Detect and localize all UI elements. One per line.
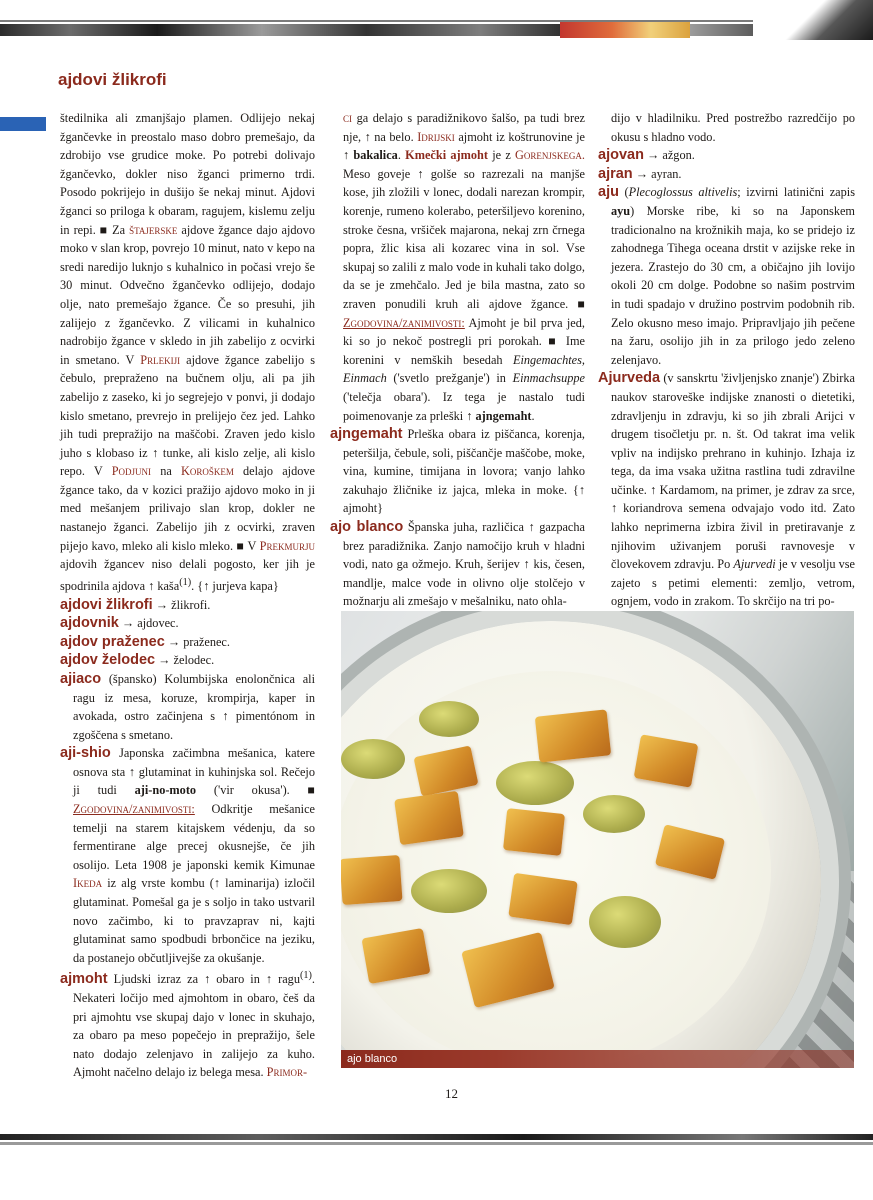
crouton: [535, 709, 611, 762]
photo-caption: ajo blanco: [341, 1050, 854, 1068]
olive-oil-drop: [583, 795, 645, 833]
olive-oil-drop: [411, 869, 487, 913]
olive-oil-drop: [589, 896, 661, 948]
bottom-scan-edge: [0, 1124, 873, 1200]
entry-ajran: ajran → ayran.: [598, 165, 682, 182]
headword: ajmoht: [60, 971, 108, 988]
entry-ajiaco: ajiaco (špansko) Kolumbijska enolončnica ali ragu iz mesa, koruze, krompirja, kaper in avokada, ostro začinjena s ↑ pimentónom in zgoščena s smetano.: [60, 670, 315, 742]
entry-ajmoht-continued: ci ga delajo s paradižnikovo šalšo, pa tudi brez nje, ↑ na belo. Idrijski ajmoht iz koštrunovine je ↑ bakalica. Kmečki ajmoht je z Gorenjskega. Meso goveje ↑ golše so razrezali na manjše kose, jih zložili v lonec, dodali narezan krompir, korenje, rumeno kolerabo, peteršiljevo korenino, stroke česna, vršiček majarona, nekaj zrn črnega popra, žlic kisa ali kozarec vina in sol. Vse skupaj so zalili z malo vode in kuhali tako dolgo, da se je zmehčalo. Jed je bila mastna, zato so zraven ponudili kruh ali ajdove žgance. ■ Zgodovina/zanimivosti: Ajmoht je bil prva jed, ki so jo nekoč postregli pri porokah. ■ Ime korenini v nemških besedah Eingemachtes, Einmach ('svetlo prežganje') in Einmachsuppe ('telečja obara'). Iz tega je nastalo tudi poimenovanje za prleški ↑ ajngemaht.: [343, 111, 585, 423]
entry-ajovan: ajovan → ažgon.: [598, 147, 695, 164]
crouton: [394, 791, 464, 845]
headword: ajdovnik: [60, 615, 119, 632]
crouton: [508, 873, 578, 925]
entry-ajo-blanco-continued: dijo v hladilniku. Pred postrežbo razredčijo po okusu s hladno vodo.: [611, 111, 855, 144]
headword: ajran: [598, 165, 633, 182]
headword: ajngemaht: [330, 426, 403, 443]
column-1: [60, 109, 315, 1082]
continued-paragraph: štedilnika ali zmanjšajo plamen. Odlijejo nekaj žgančevke in preostalo maso dobro premešajo, da zdrobijo vse grudice moke. Po potrebi dolivajo žgančevko, dokler niso žganci primerno trdi. Posodo pokrijejo in dušijo še nekaj minut. Ajdovi žganci so priloga k obaram, ragujem, kislemu zelju in repi. ■ Za štajerske ajdove žgance dajo ajdovo moko v slan krop, povrejo 10 minut, nato v kepo na sredi naredijo luknjo s kuhalnico in počasi vrejo še 30 minut. Odvečno žgančevko odlijejo, dodajo olje, nato premešajo žgance. Če so presuhi, jih zalijejo z žgančevko. Z vilicami in kuhalnico nadrobijo žgance v skledo in jih zabelijo z ocvirki in smetano. V Prlekiji ajdove žgance zabelijo s čebulo, prepraženo na bučnem olju, ali pa jih zabelijo z zaseko, ki jo segrejejo v ponvi, ji dodajo kislo smetano, prevrejo in prelijejo čez jed. Lahko jih tudi prepražijo na maščobi. Zraven jedo kislo juho s klobaso iz ↑ tunke, ali kislo zelje, ali kislo repo. V Podjuni na Koroškem delajo ajdove žgance tako, da v kozici pražijo ajdovo moko in ji med mešanjem prilivajo slan krop, dokler ne nastanejo žganci. Zabelijo jih z ocvirki, zraven pijejo kavo, mleko ali kislo mleko. ■ V Prekmurju ajdovih žgancev niso delali pogosto, ker jih je spodrinila ajdova ↑ kaša$^{(1)}$. {↑ jurjeva kapa}: [60, 111, 316, 593]
headword: ajo blanco: [330, 519, 404, 536]
top-scan-edge: [0, 0, 873, 40]
headword: ajdovi žlikrofi: [60, 596, 153, 613]
thumb-index-tab: [0, 117, 46, 131]
entry-aju: aju (Plecoglossus altivelis; izvirni latinični zapis ayu) Morske ribe, ki so na Japonskem tradicionalno na krožnikih maja, ko se pridejo iz zahodnega Tihega oceana drstit v azijske reke in jezera. Zrastejo do 30 cm, a običajno jih lovijo okoli 20 cm dolge. Podobne so našim postrvim in tudi spadajo v družino postrvim podobnih rib. Zelo okusno meso imajo. Pripravljajo jih pečene na žaru, osolijo jih in za prilogo jedo zeleno zelenjavo.: [598, 184, 855, 367]
entry-ajo-blanco: ajo blanco Španska juha, različica ↑ gazpacha brez paradižnika. Zanjo namočijo kruh v hladni vodi, nato ga ožmejo. Kruh, šerijev ↑ kis, česen, mandlje, malce vode in olivno olje stolčejo v možnarju ali zmešajo v mešalniku, nato ohla-: [330, 519, 585, 609]
entry-ajmoht: ajmoht Ljudski izraz za ↑ obaro in ↑ ragu$^{(1)}$. Nekateri ločijo med ajmohtom in obaro, češ da pri ajmohtu vse skupaj dajo v lonec in skuhajo, za obaro pa meso popečejo in prepražijo, šele nato dodajo zelenjavo in zalijejo za kuho. Ajmoht načelno delajo iz belega mesa. Primor-: [60, 970, 315, 1080]
headword: aju: [598, 184, 619, 201]
olive-oil-drop: [341, 739, 405, 779]
entry-ajdovi-zlikrofi: ajdovi žlikrofi → žlikrofi.: [60, 596, 211, 613]
headword: aji-shio: [60, 745, 111, 762]
entry-aji-shio: aji-shio Japonska začimbna mešanica, katere osnova sta ↑ glutaminat in kuhinjska sol. Rečejo ji tudi aji-no-moto ('vir okusa'). ■ Zgodovina/zanimivosti: Odkritje mešanice temelji na starem kitajskem védenju, da so fermentirane alge precej okusnejše, če jih osolijo. Leta 1908 je japonski kemik Kimunae Ikeda iz alg vrste kombu (↑ laminarija) izločil glutaminat. Pomešal ga je s soljo in tako ustvaril novo začimbo, ki to pravzaprav ni, kajti glutaminat samo spodbudi brbončice na jeziku, da postanejo občutljivejše za okušanje.: [60, 745, 315, 965]
headword: Ajurveda: [598, 370, 661, 387]
headword: ajovan: [598, 147, 644, 164]
entry-ajdovnik: ajdovnik → ajdovec.: [60, 615, 179, 632]
headword: ajiaco: [60, 670, 102, 687]
page-number: 12: [445, 1086, 458, 1101]
running-head: ajdovi žlikrofi: [58, 70, 167, 89]
entry-ajdov-prazenec: ajdov praženec → praženec.: [60, 633, 230, 650]
crouton: [341, 855, 403, 905]
ajo-blanco-photo: [341, 611, 854, 1068]
entry-ajngemaht: ajngemaht Prleška obara iz piščanca, korenja, peteršilja, čebule, soli, piščančje maščobe, moke, vina, kumine, timijana in lovora; vanjo lahko zakuhajo žličnike iz jajca, mleka in moke. {↑ ajmoht}: [330, 426, 585, 516]
headword: ajdov želodec: [60, 652, 156, 669]
column-2: [330, 109, 585, 611]
entry-ajdov-zelodec: ajdov želodec → želodec.: [60, 652, 215, 669]
entry-ajurveda: Ajurveda (v sanskrtu 'življenjsko znanje') Zbirka naukov staroveške indijske znanosti o dietetiki, zdravljenju in zdravju, ki so jih zbrali Arijci v drugem tisočletju pr. n. št. Od takrat ima velik vpliv na indijsko prehrano in kuhinjo. Izhaja iz tega, da ima vsaka užitna rastlina tudi zdravilne učinke. ↑ Kardamom, na primer, je zdrav za srce, ↑ koriandrova semena odvajajo vodo itd. Zato lahko neprimerna izbira živil in pretiravanje z njihovim uživanjem poruši ravnovesje v človekovem zdravju. Po Ajurvedi je v vesolju vse zajeto s petimi elementi: zemljo, vetrom, ognjem, vodo in zrakom. To skrčijo na tri po-: [598, 370, 855, 609]
column-3: [598, 109, 855, 611]
olive-oil-drop: [419, 701, 479, 737]
headword: ajdov praženec: [60, 633, 165, 650]
crouton: [503, 808, 565, 856]
olive-oil-drop: [496, 761, 574, 805]
